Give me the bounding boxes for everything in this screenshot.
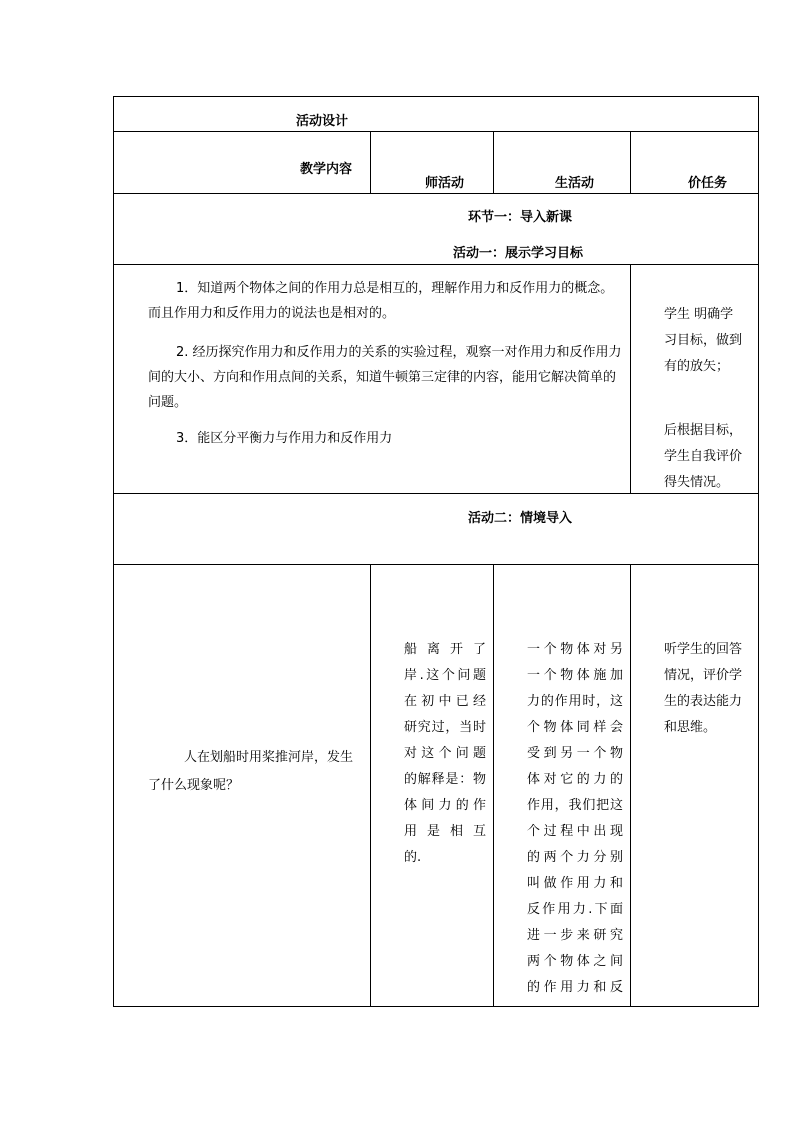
activity2-question-line1: 人在划船时用桨推河岸，发生 [184,750,354,765]
header-teacher: 师活动 [425,176,465,191]
teacher-line: 的解释是：物 [404,772,486,787]
table-border-top [113,96,759,97]
evaluation-line: 情况，评价学 [664,668,743,683]
goal-3: 3．能区分平衡力与作用力和反作用力 [176,431,393,446]
student-line: 进一步来研究 [527,928,623,943]
evaluation-line: 学生自我评价 [664,449,743,464]
student-line: 力的作用时，这 [527,694,623,709]
table-border-left [113,96,114,1006]
teacher-line: 研究过，当时 [404,720,486,735]
student-line: 个过程中出现 [527,824,623,839]
evaluation-line: 有的放矢； [664,359,730,374]
goal-1: 1．知道两个物体之间的作用力总是相互的，理解作用力和反作用力的概念。而且作用力和反作用力的说法也是相对的。 [148,281,614,321]
student-line: 作用，我们把这 [527,798,623,813]
activity1-evaluation-a [664,302,752,380]
header-content: 教学内容 [300,162,353,177]
student-line: 两个物体之间 [527,954,623,969]
header-col-divider-2 [493,131,494,193]
activity2-col-divider-3 [630,564,631,1006]
row-divider-activity2-title [113,564,759,565]
row-divider-title [113,131,759,132]
student-line: 的两个力分别 [527,850,623,865]
evaluation-line: 生的表达能力 [664,694,743,709]
student-line: 个物体同样会 [527,720,623,735]
teacher-line: 体间力的作 [404,798,486,813]
section1-title: 环节一：导入新课 [468,210,573,225]
header-evaluation: 价任务 [688,176,728,191]
evaluation-line: 学生 明确学 [664,307,734,322]
evaluation-line: 后根据目标， [664,423,743,438]
student-line: 叫做作用力和 [527,876,623,891]
row-divider-section1 [113,264,759,265]
activity2-col-divider-2 [493,564,494,1006]
activity1-evaluation-b [664,418,752,496]
evaluation-line: 和思维。 [664,720,717,735]
table-title: 活动设计 [296,114,349,129]
activity2-title: 活动二：情境导入 [468,511,573,526]
header-col-divider-3 [630,131,631,193]
student-line: 一个物体对另 [527,642,623,657]
activity2-teacher-activity [404,637,486,871]
teacher-line: 岸.这个问题 [404,668,486,683]
evaluation-line: 听学生的回答 [664,642,743,657]
header-student: 生活动 [555,176,595,191]
activity2-col-divider-1 [370,564,371,1006]
activity2-student-activity [527,637,623,1001]
teacher-line: 用 是 相 互 [404,824,486,839]
activity1-title: 活动一：展示学习目标 [453,246,584,261]
activity2-question-line2: 了什么现象呢？ [148,778,240,793]
evaluation-line: 得失情况。 [664,475,730,490]
teacher-line: 船 离 开 了 [404,642,486,657]
row-divider-header [113,193,759,194]
goal-2: 2. 经历探究作用力和反作用力的关系的实验过程，观察一对作用力和反作用力间的大小、方向和作用点间的关系，知道牛顿第三定律的内容，能用它解决简单的问题。 [148,345,622,410]
evaluation-line: 习目标，做到 [664,333,743,348]
student-line: 一个物体施加 [527,668,623,683]
header-col-divider-1 [370,131,371,193]
student-line: 反作用力.下面 [527,902,623,917]
teacher-line: 对这个问题 [404,746,486,761]
row-divider-activity1 [113,493,759,494]
activity1-col-divider [630,264,631,493]
table-border-right [758,96,759,1006]
student-line: 体对它的力的 [527,772,623,787]
student-line: 的作用力和反 [527,980,623,995]
table-border-bottom [113,1006,759,1007]
teacher-line: 的. [404,850,422,865]
teacher-line: 在初中已经 [404,694,486,709]
student-line: 受到另一个物 [527,746,623,761]
activity2-evaluation [664,637,754,741]
